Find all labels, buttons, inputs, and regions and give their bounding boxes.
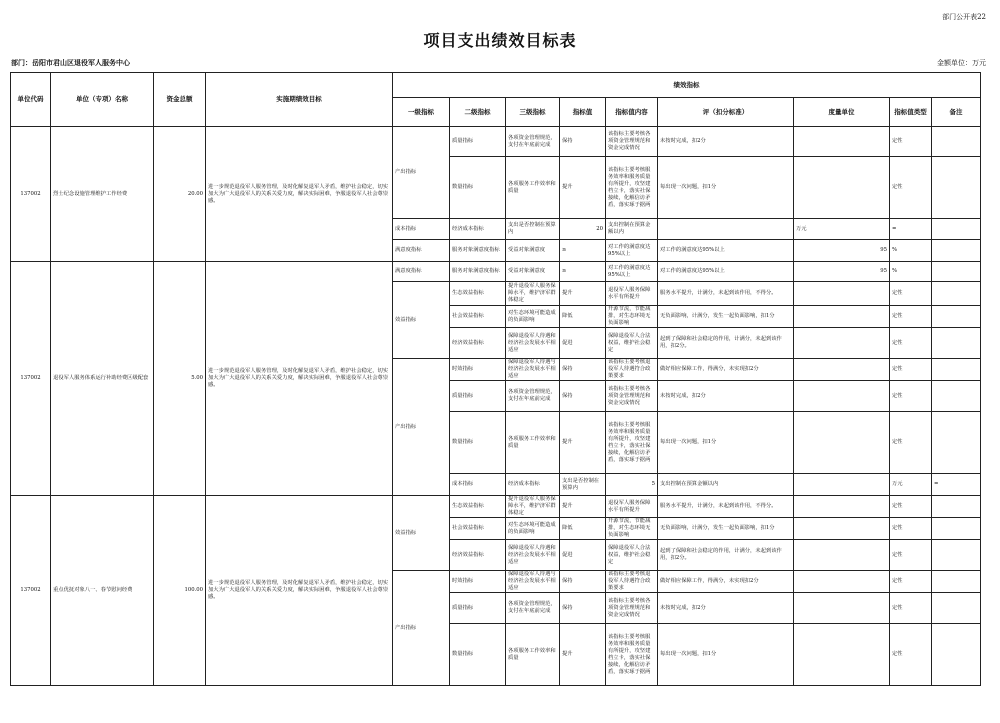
indicator-value xyxy=(560,282,606,306)
indicator-type: 定性 xyxy=(890,282,932,306)
indicator-content: 该指标主要考核各项资金管理规范和资金完成情况 xyxy=(606,381,658,412)
measure-unit: 95 xyxy=(794,240,890,262)
project-amount: 5.00 xyxy=(154,262,206,496)
level2-indicator: 经济效益指标 xyxy=(450,540,506,571)
table-row xyxy=(11,127,981,157)
level1-indicator: 效益指标 xyxy=(393,282,450,359)
measure-unit xyxy=(794,328,890,359)
level2-indicator: 时效指标 xyxy=(450,359,506,381)
project-amount: 100.00 xyxy=(154,496,206,686)
level3-indicator: 对生态环境可能造成的负面影响 xyxy=(506,518,560,540)
level3-indicator: 保障退役军人待遇与经济社会发展水平相适应 xyxy=(506,571,560,593)
project-name: 退役军人服务体系运行补助经费区级配套 xyxy=(51,262,154,496)
project-goal: 进一步规范退役军人服务管理，及时化解复退军人矛盾，维护社会稳定，切实加大为广大退役军人的关系关爱力度，解决实际困难，争服退役军人社会尊崇感。 xyxy=(206,262,393,496)
level3-indicator: 各项服务工作效率和质量 xyxy=(506,157,560,219)
remark xyxy=(932,624,981,686)
level2-indicator: 时效指标 xyxy=(450,571,506,593)
level2-indicator: 服务对象满意度指标 xyxy=(450,262,506,282)
col-l2: 二级指标 xyxy=(450,98,506,127)
level3-indicator: 对生态环境可能造成的负面影响 xyxy=(506,306,560,328)
col-name: 单位（专项）名称 xyxy=(51,73,154,127)
remark xyxy=(932,412,981,474)
measure-unit xyxy=(794,127,890,157)
level2-indicator: 经济成本指标 xyxy=(450,219,506,240)
indicator-content: 该指标主要考核退役军人待遇符合政策要求 xyxy=(606,359,658,381)
indicator-value xyxy=(560,328,606,359)
indicator-type: = xyxy=(932,474,981,496)
indicator-value-text: ≥ xyxy=(562,268,567,274)
indicator-value xyxy=(560,127,606,157)
indicator-type: 定性 xyxy=(890,571,932,593)
scoring-standard: 无负面影响，计满分，发生一起负面影响，扣1分 xyxy=(658,306,794,328)
col-l1: 一级指标 xyxy=(393,98,450,127)
remark xyxy=(932,219,981,240)
indicator-value xyxy=(560,624,606,686)
level3-indicator: 保障退役军人待遇与经济社会发展水平相适应 xyxy=(506,359,560,381)
measure-unit xyxy=(794,624,890,686)
scoring-standard: 做好相应保障工作，得满分，未实现扣2分 xyxy=(658,359,794,381)
indicator-value xyxy=(560,240,606,262)
indicator-value xyxy=(560,571,606,593)
indicator-content: 开源节流，节能减排，对生态环境无负面影响 xyxy=(606,518,658,540)
indicator-value-text: 提升 xyxy=(562,503,573,509)
indicator-value-text: ≥ xyxy=(562,247,567,253)
indicator-content: 该指标主要考核服务效率和服务质量有所提升，攻坚建档立卡，落实社保接续，化解信访矛盾，落实琢于据两 xyxy=(606,624,658,686)
indicator-type: 定性 xyxy=(890,306,932,328)
measure-unit xyxy=(794,540,890,571)
remark xyxy=(932,496,981,518)
department-label: 部门：岳阳市君山区退役军人服务中心 xyxy=(11,58,130,67)
remark xyxy=(932,571,981,593)
level2-indicator: 数量指标 xyxy=(450,624,506,686)
measure-unit xyxy=(794,282,890,306)
level2-indicator: 质量指标 xyxy=(450,593,506,624)
indicator-type: 定性 xyxy=(890,540,932,571)
indicator-content: 对工作的满意度达95%以上 xyxy=(606,262,658,282)
level2-indicator: 经济成本指标 xyxy=(506,474,560,496)
remark xyxy=(932,518,981,540)
scoring-standard: 服务水平提升，计满分，未起到该作用，不得分。 xyxy=(658,282,794,306)
level3-indicator: 支出是否控制在预算内 xyxy=(560,474,606,496)
table-row xyxy=(11,496,981,518)
level3-indicator: 提升退役军人服务保障水平，维护济军群体稳定 xyxy=(506,496,560,518)
indicator-value xyxy=(560,381,606,412)
indicator-value-text: 促进 xyxy=(562,551,573,558)
table-number: 部门公开表22 xyxy=(942,13,986,21)
indicator-type: 定性 xyxy=(890,593,932,624)
indicator-value xyxy=(560,593,606,624)
indicator-value xyxy=(560,518,606,540)
col-amount: 资金总额 xyxy=(154,73,206,127)
measure-unit: 95 xyxy=(794,262,890,282)
level2-indicator: 社会效益指标 xyxy=(450,518,506,540)
remark xyxy=(932,282,981,306)
measure-unit: 万元 xyxy=(794,219,890,240)
remark xyxy=(932,306,981,328)
indicator-content: 该指标主要考核各项资金管理规范和资金完成情况 xyxy=(606,127,658,157)
remark xyxy=(932,359,981,381)
scoring-standard: 起到了保障和社会稳定的作用，计满分，未起到该作用，扣2分。 xyxy=(658,540,794,571)
col-code: 单位代码 xyxy=(11,73,51,127)
measure-unit xyxy=(794,518,890,540)
indicator-value-number: 20 xyxy=(596,225,603,232)
level2-indicator: 经济效益指标 xyxy=(450,328,506,359)
project-goal: 进一步规范退役军人服务管理，及时化解复退军人矛盾，维护社会稳定，切实加大为广大退役军人的关系关爱力度，解决实际困难，争服退役军人社会尊崇感。 xyxy=(206,496,393,686)
level1-indicator: 成本指标 xyxy=(393,219,450,240)
scoring-standard: 服务水平提升，计满分，未起到该作用，不得分。 xyxy=(658,496,794,518)
level2-indicator: 服务对象满意度指标 xyxy=(450,240,506,262)
indicator-value-text: 提升 xyxy=(562,651,573,657)
scoring-standard: 起到了保障和社会稳定的作用，计满分，未起到该作用，扣2分。 xyxy=(658,328,794,359)
indicator-content: 该指标主要考核退役军人待遇符合政策要求 xyxy=(606,571,658,593)
col-score: 评（扣分标准） xyxy=(658,98,794,127)
col-note: 备注 xyxy=(932,98,981,127)
indicator-value-text: 保持 xyxy=(562,578,573,584)
page-title: 项目支出绩效目标表 xyxy=(423,31,577,50)
level1-indicator: 产出指标 xyxy=(393,359,450,496)
project-code: 137002 xyxy=(11,127,51,262)
indicator-value xyxy=(560,496,606,518)
remark xyxy=(932,157,981,219)
indicator-content: 对工作的满意度达95%以上 xyxy=(606,240,658,262)
measure-unit xyxy=(794,571,890,593)
scoring-standard: 无负面影响，计满分，发生一起负面影响，扣1分 xyxy=(658,518,794,540)
level2-indicator: 数量指标 xyxy=(450,412,506,474)
indicator-type: % xyxy=(890,240,932,262)
level2-indicator: 质量指标 xyxy=(450,127,506,157)
indicator-value-text: 提升 xyxy=(562,184,573,190)
col-l3: 三级指标 xyxy=(506,98,560,127)
remark xyxy=(932,127,981,157)
level1-indicator: 成本指标 xyxy=(450,474,506,496)
indicator-content: 该指标主要考核各项资金管理规范和资金完成情况 xyxy=(606,593,658,624)
table-body xyxy=(11,127,981,686)
indicator-value-text: 保持 xyxy=(562,138,573,144)
scoring-standard: 未按时完成，扣2分 xyxy=(658,381,794,412)
level3-indicator: 保障退役军人待遇和经济社会发展水平相适应 xyxy=(506,328,560,359)
indicator-value xyxy=(560,540,606,571)
indicator-type: % xyxy=(890,262,932,282)
remark xyxy=(932,240,981,262)
scoring-standard: 做好相应保障工作，得满分，未实现扣2分 xyxy=(658,571,794,593)
project-code: 137002 xyxy=(11,262,51,496)
project-amount: 20.00 xyxy=(154,127,206,262)
indicator-content: 退役军人服务保障水平有所提升 xyxy=(606,496,658,518)
col-perf: 绩效指标 xyxy=(393,73,981,98)
indicator-content: 保障退役军人合法权益，维护社会稳定 xyxy=(606,328,658,359)
measure-unit xyxy=(794,593,890,624)
level3-indicator: 各项资金管理规范，支付在年底前完成 xyxy=(506,127,560,157)
scoring-standard: 未按时完成，扣2分 xyxy=(658,593,794,624)
remark xyxy=(932,262,981,282)
indicator-type: 定性 xyxy=(890,328,932,359)
indicator-value xyxy=(606,474,658,496)
scoring-standard: 每出现一次问题，扣1分 xyxy=(658,412,794,474)
level3-indicator: 各项资金管理规范，支付在年底前完成 xyxy=(506,381,560,412)
indicator-content: 支出控制在预算金额以内 xyxy=(658,474,794,496)
indicator-value-text: 提升 xyxy=(562,439,573,445)
indicator-value-number: 5 xyxy=(651,481,655,487)
indicator-type: 定性 xyxy=(890,127,932,157)
indicator-value-text: 提升 xyxy=(562,290,573,296)
level1-indicator: 满意度指标 xyxy=(393,262,450,282)
indicator-value xyxy=(560,306,606,328)
indicator-value xyxy=(560,262,606,282)
remark xyxy=(932,593,981,624)
indicator-content: 该指标主要考核服务效率和服务质量有所提升，攻坚建档立卡，落实社保接续，化解信访矛盾，落实琢于据两 xyxy=(606,157,658,219)
indicator-content: 保障退役军人合法权益，维护社会稳定 xyxy=(606,540,658,571)
indicator-type: 定性 xyxy=(890,412,932,474)
level3-indicator: 各项服务工作效率和质量 xyxy=(506,624,560,686)
remark xyxy=(932,540,981,571)
scoring-standard xyxy=(794,474,890,496)
measure-unit xyxy=(794,157,890,219)
level1-indicator: 产出指标 xyxy=(393,571,450,686)
indicator-type: 定性 xyxy=(890,624,932,686)
indicator-type: = xyxy=(890,219,932,240)
scoring-standard: 未按时完成，扣2分 xyxy=(658,127,794,157)
level2-indicator: 生态效益指标 xyxy=(450,496,506,518)
scoring-standard: 对工作的满意度达95%以上 xyxy=(658,240,794,262)
level1-indicator: 产出指标 xyxy=(393,127,450,219)
project-name: 重点优抚对象八一、春节慰问经费 xyxy=(51,496,154,686)
indicator-value-text: 降低 xyxy=(562,313,573,319)
col-goal: 实施期绩效目标 xyxy=(206,73,393,127)
indicator-value-text: 保持 xyxy=(562,604,573,611)
remark xyxy=(932,381,981,412)
indicator-type: 定性 xyxy=(890,381,932,412)
table-row xyxy=(11,262,981,282)
measure-unit xyxy=(794,496,890,518)
amount-unit-label: 金额单位：万元 xyxy=(937,59,986,67)
indicator-type: 定性 xyxy=(890,157,932,219)
indicator-value-text: 保持 xyxy=(562,392,573,399)
performance-table xyxy=(10,72,981,686)
indicator-value xyxy=(560,412,606,474)
scoring-standard: 每出现一次问题，扣1分 xyxy=(658,157,794,219)
measure-unit xyxy=(794,381,890,412)
level1-indicator: 满意度指标 xyxy=(393,240,450,262)
indicator-value-text: 促进 xyxy=(562,339,573,346)
col-type: 指标值类型 xyxy=(890,98,932,127)
level1-indicator: 效益指标 xyxy=(393,496,450,571)
col-val: 指标值 xyxy=(560,98,606,127)
measure-unit xyxy=(794,359,890,381)
level2-indicator: 社会效益指标 xyxy=(450,306,506,328)
indicator-value-text: 降低 xyxy=(562,525,573,531)
project-code: 137002 xyxy=(11,496,51,686)
indicator-content: 开源节流，节能减排，对生态环境无负面影响 xyxy=(606,306,658,328)
indicator-type: 定性 xyxy=(890,496,932,518)
col-content: 指标值内容 xyxy=(606,98,658,127)
project-name: 烈士纪念设施管理维护工作经费 xyxy=(51,127,154,262)
level3-indicator: 提升退役军人服务保障水平，维护济军群体稳定 xyxy=(506,282,560,306)
indicator-value-text: 保持 xyxy=(562,366,573,372)
level3-indicator: 支出是否控制在预算内 xyxy=(506,219,560,240)
level3-indicator: 受益对象满意度 xyxy=(506,262,560,282)
measure-unit xyxy=(794,306,890,328)
project-goal: 进一步规范退役军人服务管理，及时化解复退军人矛盾，维护社会稳定，切实加大为广大退役军人的关系关爱力度，解决实际困难，争服退役军人社会尊崇感。 xyxy=(206,127,393,262)
scoring-standard: 每出现一次问题，扣1分 xyxy=(658,624,794,686)
scoring-standard: 对工作的满意度达95%以上 xyxy=(658,262,794,282)
indicator-value xyxy=(560,359,606,381)
indicator-type: 定性 xyxy=(890,518,932,540)
level2-indicator: 生态效益指标 xyxy=(450,282,506,306)
indicator-value xyxy=(560,219,606,240)
level2-indicator: 数量指标 xyxy=(450,157,506,219)
indicator-content: 该指标主要考核服务效率和服务质量有所提升，攻坚建档立卡，落实社保接续，化解信访矛盾，落实琢于据两 xyxy=(606,412,658,474)
level3-indicator: 各项服务工作效率和质量 xyxy=(506,412,560,474)
indicator-content: 支出控制在预算金额以内 xyxy=(606,219,658,240)
indicator-value xyxy=(560,157,606,219)
remark xyxy=(932,328,981,359)
indicator-type: 定性 xyxy=(890,359,932,381)
level2-indicator: 质量指标 xyxy=(450,381,506,412)
level3-indicator: 受益对象满意度 xyxy=(506,240,560,262)
measure-unit xyxy=(794,412,890,474)
col-measure: 度量单位 xyxy=(794,98,890,127)
indicator-content: 退役军人服务保障水平有所提升 xyxy=(606,282,658,306)
level3-indicator: 各项资金管理规范，支付在年底前完成 xyxy=(506,593,560,624)
measure-unit: 万元 xyxy=(890,474,932,496)
scoring-standard xyxy=(658,219,794,240)
level3-indicator: 保障退役军人待遇和经济社会发展水平相适应 xyxy=(506,540,560,571)
